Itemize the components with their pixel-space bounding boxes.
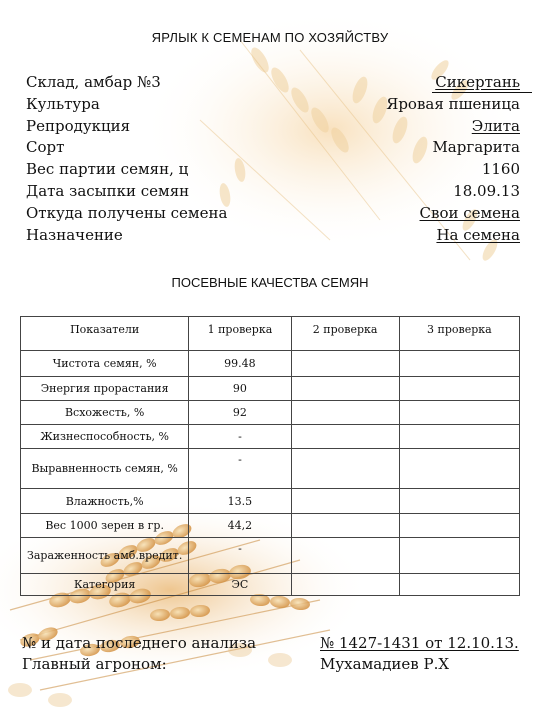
indicator-cell: Жизнеспособность, % bbox=[21, 425, 189, 449]
section-title: ПОСЕВНЫЕ КАЧЕСТВА СЕМЯН bbox=[171, 275, 369, 290]
table-row bbox=[21, 489, 520, 514]
info-label-fill-date: Дата засыпки семян bbox=[26, 181, 190, 200]
info-value-reproduction: Элита bbox=[471, 116, 520, 135]
check-1-cell: 92 bbox=[189, 401, 291, 425]
check-3-cell bbox=[399, 574, 519, 596]
indicator-cell: Выравненность семян, % bbox=[21, 449, 189, 489]
column-header: 2 проверка bbox=[291, 317, 399, 351]
indicator-cell: Влажность,% bbox=[21, 489, 189, 514]
check-1-cell: 44,2 bbox=[189, 514, 291, 538]
check-1-cell: 99.48 bbox=[189, 351, 291, 377]
info-value-weight: 1160 bbox=[481, 160, 520, 179]
check-2-cell bbox=[291, 351, 399, 377]
analysis-label: № и дата последнего анализа bbox=[22, 634, 257, 652]
check-2-cell bbox=[291, 574, 399, 596]
info-row-purpose bbox=[26, 225, 520, 247]
table-header-row bbox=[21, 317, 520, 351]
info-row-variety bbox=[26, 137, 520, 159]
check-3-cell bbox=[399, 401, 519, 425]
info-label-reproduction: Репродукция bbox=[26, 116, 131, 135]
info-label-variety: Сорт bbox=[26, 138, 65, 157]
check-3-cell bbox=[399, 538, 519, 574]
indicator-cell: Энергия прорастания bbox=[21, 377, 189, 401]
check-2-cell bbox=[291, 377, 399, 401]
info-value-source: Свои семена bbox=[419, 203, 520, 222]
info-label-warehouse: Склад, амбар №3 bbox=[26, 73, 161, 91]
agronomist-label: Главный агроном: bbox=[22, 655, 167, 673]
column-header: Показатели bbox=[21, 317, 189, 351]
info-row-warehouse bbox=[26, 72, 520, 94]
indicator-cell: Чистота семян, % bbox=[21, 351, 189, 377]
check-3-cell bbox=[399, 351, 519, 377]
check-1-cell: ЭС bbox=[189, 574, 291, 596]
indicator-cell: Вес 1000 зерен в гр. bbox=[21, 514, 189, 538]
table-row bbox=[21, 538, 520, 574]
table-row bbox=[21, 401, 520, 425]
footer-row-analysis bbox=[22, 633, 522, 654]
check-3-cell bbox=[399, 489, 519, 514]
check-2-cell bbox=[291, 514, 399, 538]
check-3-cell bbox=[399, 449, 519, 489]
column-header: 3 проверка bbox=[399, 317, 519, 351]
check-1-cell: - bbox=[189, 425, 291, 449]
info-value-variety: Маргарита bbox=[432, 138, 520, 157]
check-1-cell: - bbox=[189, 449, 291, 489]
info-value-fill-date: 18.09.13 bbox=[453, 181, 520, 200]
info-label-source: Откуда получены семена bbox=[26, 203, 228, 222]
check-3-cell bbox=[399, 514, 519, 538]
check-3-cell bbox=[399, 425, 519, 449]
info-label-purpose: Назначение bbox=[26, 225, 123, 244]
table-row bbox=[21, 351, 520, 377]
info-row-source bbox=[26, 203, 520, 225]
table-row bbox=[21, 449, 520, 489]
table-row bbox=[21, 425, 520, 449]
indicator-cell: Категория bbox=[21, 574, 189, 596]
seed-quality-table bbox=[20, 316, 520, 596]
check-2-cell bbox=[291, 449, 399, 489]
column-header: 1 проверка bbox=[189, 317, 291, 351]
check-1-cell: - bbox=[189, 538, 291, 574]
check-2-cell bbox=[291, 401, 399, 425]
info-row-fill-date bbox=[26, 181, 520, 203]
info-value-warehouse: Сикертань bbox=[435, 73, 520, 91]
check-1-cell: 90 bbox=[189, 377, 291, 401]
seed-info-list bbox=[26, 72, 520, 246]
table-row bbox=[21, 377, 520, 401]
info-value-culture: Яровая пшеница bbox=[386, 94, 520, 113]
analysis-value: № 1427-1431 от 12.10.13. bbox=[320, 634, 519, 652]
info-value-purpose: На семена bbox=[436, 225, 520, 244]
check-2-cell bbox=[291, 425, 399, 449]
table-row bbox=[21, 514, 520, 538]
indicator-cell: Всхожесть, % bbox=[21, 401, 189, 425]
footer-row-agronomist bbox=[22, 654, 522, 675]
info-label-culture: Культура bbox=[26, 94, 100, 113]
footer bbox=[22, 633, 522, 675]
check-2-cell bbox=[291, 489, 399, 514]
info-row-culture bbox=[26, 94, 520, 116]
info-label-weight: Вес партии семян, ц bbox=[26, 160, 189, 179]
info-row-weight bbox=[26, 159, 520, 181]
table-row bbox=[21, 574, 520, 596]
check-3-cell bbox=[399, 377, 519, 401]
check-1-cell: 13.5 bbox=[189, 489, 291, 514]
indicator-cell: Зараженность амб.вредит. bbox=[21, 538, 189, 574]
agronomist-name: Мухамадиев Р.Х bbox=[320, 655, 450, 673]
info-row-reproduction bbox=[26, 116, 520, 138]
document-title: ЯРЛЫК К СЕМЕНАМ ПО ХОЗЯЙСТВУ bbox=[151, 30, 389, 45]
check-2-cell bbox=[291, 538, 399, 574]
